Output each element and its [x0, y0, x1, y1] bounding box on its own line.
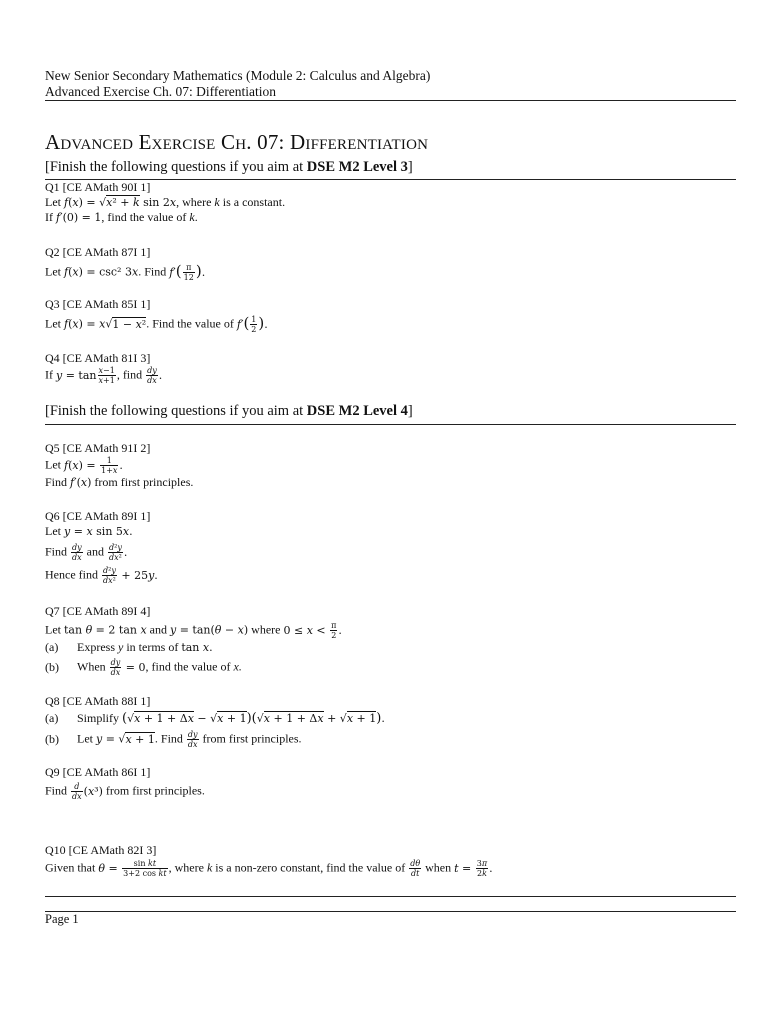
- question-4-line-1: [45, 366, 162, 385]
- level-3-bold: DSE M2 Level 3: [306, 159, 408, 175]
- q10-text-c: is a non-zero constant, find the value of: [212, 860, 409, 875]
- q8-formula-b: y = √x + 1: [96, 732, 155, 746]
- q2-text-a: Let: [45, 264, 64, 279]
- q7-text-b: and: [146, 622, 170, 637]
- q1-text-a: Let: [45, 195, 64, 209]
- q8-part-b-text-3: from first principles.: [199, 731, 302, 746]
- q5-text-c: from first principles.: [91, 475, 194, 489]
- q8-part-b-text-2: . Find: [154, 731, 186, 746]
- q1-text-f: .: [194, 210, 198, 224]
- q1-k: k: [214, 195, 220, 209]
- question-7-ref: Q7 [CE AMath 89I 4]: [45, 604, 151, 618]
- q4-formula: y = tan $\frac{x-1}{x+1}$: [56, 366, 115, 385]
- q1-text-d: If: [45, 210, 56, 224]
- level-4-bold: DSE M2 Level 4: [306, 403, 408, 419]
- q2-text-b: . Find: [138, 264, 170, 279]
- question-10-line-1: [45, 859, 493, 878]
- q10-k: k: [206, 860, 213, 875]
- level-3-pre: [Finish the following questions if you aim at: [45, 159, 307, 175]
- q7-formula-2: y = tan(θ − x): [170, 623, 249, 637]
- q6-text-b: Find: [45, 544, 71, 559]
- question-4: [45, 351, 162, 385]
- question-3: [45, 297, 268, 334]
- question-5-ref: Q5 [CE AMath 91I 2]: [45, 441, 151, 455]
- q8-part-a-label: (a): [45, 711, 59, 725]
- question-10-ref: Q10 [CE AMath 82I 3]: [45, 843, 157, 857]
- q2-formula-eval: f′( $\frac{\pi}{12}$ ).: [169, 261, 206, 282]
- question-8-part-a: [45, 711, 385, 726]
- q3-text-a: Let: [45, 316, 64, 331]
- q10-text-b: , where: [168, 860, 207, 875]
- question-9: [45, 765, 205, 801]
- footer-rule-top: [45, 896, 736, 897]
- q3-formula-eval: f′( $\frac{1}{2}$ ).: [236, 313, 268, 334]
- q4-text-b: , find: [116, 367, 146, 382]
- q6-text-c: and: [83, 544, 107, 559]
- q5-text-b: Find: [45, 475, 71, 489]
- question-7-line-1: [45, 621, 342, 640]
- footer-rule-bottom: [45, 911, 736, 912]
- q7-part-a-text-2: in terms of: [123, 640, 182, 654]
- header-chapter-title: Advanced Exercise Ch. 07: Differentiation: [45, 84, 277, 99]
- q7-deriv-zero: $\frac{dy}{dx}$ = 0: [110, 658, 146, 677]
- header-course-title: New Senior Secondary Mathematics (Module 2: Calculus and Algebra): [45, 68, 431, 83]
- question-3-ref: Q3 [CE AMath 85I 1]: [45, 297, 151, 311]
- q9-text-b: from first principles.: [102, 783, 205, 798]
- question-8: [45, 694, 385, 749]
- q7-y: y: [118, 640, 124, 654]
- question-4-ref: Q4 [CE AMath 81I 3]: [45, 351, 151, 365]
- question-9-ref: Q9 [CE AMath 86I 1]: [45, 765, 151, 779]
- level-3-heading: [45, 159, 413, 176]
- question-2: [45, 245, 205, 282]
- question-1-ref: Q1 [CE AMath 90I 1]: [45, 180, 151, 194]
- question-3-line-1: [45, 315, 268, 334]
- q6-expression: $\frac{\text{d²y}}{\text{dx²}}$ + 25y.: [102, 566, 158, 585]
- q8-deriv: $\frac{dy}{dx}$: [187, 730, 198, 749]
- question-6-line-2: [45, 543, 158, 562]
- q7-text-c: where: [248, 622, 284, 637]
- q8-part-b-label: (b): [45, 731, 59, 746]
- q4-text-a: If: [45, 367, 56, 382]
- q6-first-deriv: $\frac{dy}{dx}$: [72, 543, 82, 562]
- q7-part-a-text-1: Express: [77, 640, 118, 654]
- q7-part-b-text-2: , find the value of: [145, 659, 234, 674]
- q1-formula-cond: f′(0) = 1: [56, 211, 102, 224]
- question-8-part-b: [45, 730, 385, 749]
- q9-formula: $\frac{d}{dx}$ (x³): [72, 782, 103, 801]
- question-7-part-a: [45, 640, 342, 655]
- header-rule: [45, 100, 736, 101]
- question-6: [45, 509, 158, 585]
- question-6-line-3: [45, 566, 158, 585]
- question-9-line-1: [45, 782, 205, 801]
- q8-formula-a: (√x + 1 + Δx − √x + 1)(√x + 1 + Δx + √x + 1).: [122, 711, 385, 726]
- q3-formula: f(x) = x√1 − x²: [64, 317, 147, 331]
- q5-formula: f(x) = $\frac{1}{1+x}$ .: [64, 456, 123, 475]
- level-4-rule: [45, 424, 736, 425]
- q10-text-d: when: [422, 860, 455, 875]
- question-7: [45, 604, 342, 677]
- page-number: Page 1: [45, 912, 79, 926]
- question-10: [45, 843, 493, 878]
- page-title: [45, 130, 428, 155]
- question-6-ref: Q6 [CE AMath 89I 1]: [45, 509, 151, 523]
- level-4-heading: [45, 403, 413, 420]
- q1-text-e: , find the value of: [101, 210, 190, 224]
- question-2-line-1: [45, 263, 205, 282]
- q2-formula: f(x) = csc² 3x: [64, 265, 139, 279]
- question-5-line-1: [45, 456, 193, 475]
- question-1-line-1: [45, 195, 285, 210]
- q8-part-a-text: Simplify: [77, 711, 123, 725]
- question-8-ref: Q8 [CE AMath 88I 1]: [45, 694, 151, 708]
- q6-second-deriv: $\frac{\text{d²y}}{\text{dx²}}$ .: [108, 543, 128, 562]
- q4-derivative: $\frac{dy}{dx}$ .: [147, 366, 163, 385]
- q10-deriv: $\frac{d\theta}{dt}$: [410, 859, 421, 878]
- q5-formula-deriv: f′(x): [70, 476, 92, 489]
- q7-x: x.: [233, 659, 242, 674]
- q7-part-a-label: (a): [45, 640, 59, 654]
- page-title-text: Advanced Exercise Ch. 07: Differentiation: [45, 130, 429, 154]
- q10-formula: θ = $\frac{\text{sin kt}}{\text{3+2 cos kt}}$: [98, 859, 167, 878]
- level-4-pre: [Finish the following questions if you aim at: [45, 403, 307, 419]
- question-1-line-2: [45, 210, 285, 225]
- q1-k-2: k: [189, 210, 195, 224]
- q6-text-a: Let: [45, 524, 64, 538]
- q1-text-c: is a constant.: [219, 195, 286, 209]
- q10-text-a: Given that: [45, 860, 99, 875]
- q7-formula-3: 0 ≤ x < $\frac{\pi}{2}$ .: [283, 621, 342, 640]
- question-6-line-1: [45, 524, 158, 539]
- q7-part-b-text-1: When: [77, 659, 109, 674]
- level-3-post: ]: [407, 159, 413, 175]
- q6-formula: y = x sin 5x.: [64, 525, 133, 538]
- q5-text-a: Let: [45, 457, 64, 472]
- question-1: [45, 180, 285, 225]
- q1-formula-f: f(x) = √x² + k sin 2x: [64, 196, 177, 209]
- q6-text-d: Hence find: [45, 567, 101, 582]
- question-7-part-b: [45, 658, 342, 677]
- q1-text-b: , where: [176, 195, 215, 209]
- level-4-post: ]: [407, 403, 413, 419]
- q7-tanx: tan x.: [181, 641, 213, 654]
- document-page: [45, 0, 736, 1024]
- question-5-line-2: [45, 475, 193, 490]
- q7-formula-1: tan θ = 2 tan x: [64, 623, 147, 637]
- question-2-ref: Q2 [CE AMath 87I 1]: [45, 245, 151, 259]
- question-5: [45, 441, 193, 490]
- q8-part-b-text-1: Let: [77, 731, 96, 746]
- q3-text-b: . Find the value of: [146, 316, 237, 331]
- q7-part-b-label: (b): [45, 659, 59, 674]
- q9-text-a: Find: [45, 783, 71, 798]
- q10-t-value: t = $\frac{3\pi}{2k}$ .: [454, 859, 493, 878]
- q7-text-a: Let: [45, 622, 64, 637]
